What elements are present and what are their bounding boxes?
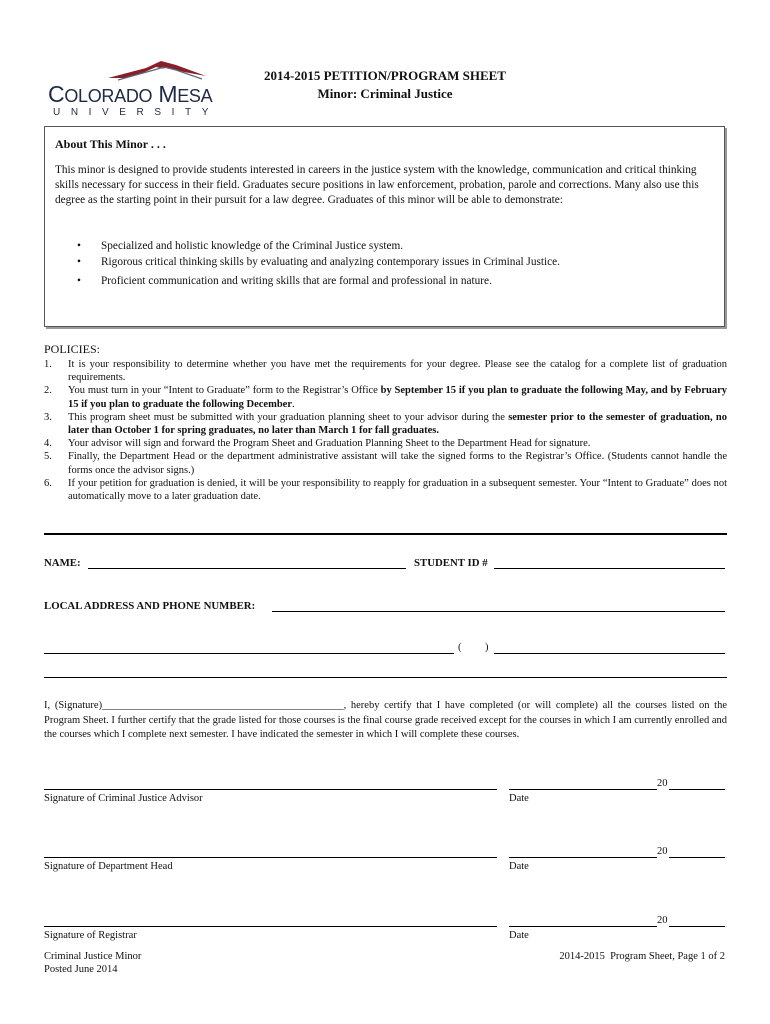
department-head-year-field[interactable]	[669, 857, 725, 858]
policy-item: 3. This program sheet must be submitted with your graduation planning sheet to your advisor during the semester prior to the semester of graduation, no later than October 1 for spring graduates, no later than March 1 for fall graduates.	[44, 411, 728, 437]
department-head-date-field[interactable]	[509, 857, 657, 858]
address-field[interactable]	[272, 611, 725, 612]
footer-page-number: 2014-2015 Program Sheet, Page 1 of 2	[559, 951, 725, 962]
department-head-signature-field[interactable]	[44, 857, 497, 858]
name-field[interactable]	[88, 568, 406, 569]
logo-wordmark: COLORADO MESA	[48, 81, 213, 107]
about-body: This minor is designed to provide students interested in careers in the justice system with the knowledge, communication and critical thinking skills necessary for success in their field. Graduates secure positions in law enforcement, probation, parole and corrections. Many also use this degree as the starting point in their pursuit for a law degree. Graduates of this minor will be able to demonstrate:	[55, 164, 699, 206]
policy-item: 4. Your advisor will sign and forward the Program Sheet and Graduation Planning Sheet to the Department Head for signature.	[44, 438, 591, 450]
certification-statement: I, (Signature)______________________________________________, hereby certify that I have completed (or will complete) all the courses listed on the Program Sheet. I further certify that the grade listed for those courses is the final course grade received except for the courses in which I am currently enrolled and the courses which I complete next semester. I have indicated the semester in which I will complete these courses.	[44, 700, 727, 740]
phone-field[interactable]	[494, 653, 725, 654]
name-label: NAME:	[44, 557, 81, 569]
date-label: Date	[509, 861, 529, 872]
year-prefix: 20	[657, 915, 668, 926]
phone-paren-open: (	[458, 642, 462, 653]
advisor-signature-field[interactable]	[44, 789, 497, 790]
advisor-year-field[interactable]	[669, 789, 725, 790]
phone-paren-close: )	[485, 642, 489, 653]
student-id-label: STUDENT ID #	[414, 557, 488, 569]
list-item: • Specialized and holistic knowledge of the Criminal Justice system.	[77, 240, 404, 252]
registrar-year-field[interactable]	[669, 926, 725, 927]
policies-title: POLICIES:	[44, 342, 101, 356]
policy-item: 5. Finally, the Department Head or the department administrative assistant will take the signed forms to the Registrar’s Office. (Students cannot handle the forms once the advisor signs.)	[44, 451, 727, 476]
policy-item: 1. It is your responsibility to determine whether you have met the requirements for your degree. Please see the catalog for a complete list of graduation requirements.	[44, 359, 727, 384]
university-logo	[48, 58, 238, 120]
department-head-signature-label: Signature of Department Head	[44, 861, 173, 872]
year-prefix: 20	[657, 846, 668, 857]
date-label: Date	[509, 930, 529, 941]
registrar-signature-field[interactable]	[44, 926, 497, 927]
student-id-field[interactable]	[494, 568, 725, 569]
advisor-date-field[interactable]	[509, 789, 657, 790]
year-prefix: 20	[657, 778, 668, 789]
list-item: • Rigorous critical thinking skills by evaluating and analyzing contemporary issues in Criminal Justice.	[77, 256, 561, 268]
address-line-2-field[interactable]	[44, 653, 454, 654]
footer-posted-date: Posted June 2014	[44, 964, 118, 975]
document-title: 2014-2015 PETITION/PROGRAM SHEET	[264, 68, 506, 83]
list-item: • Proficient communication and writing skills that are formal and professional in nature.	[77, 275, 492, 287]
footer-minor-name: Criminal Justice Minor	[44, 951, 142, 962]
policy-item: 2. You must turn in your “Intent to Graduate” form to the Registrar’s Office by September 15 if you plan to graduate the following May, and by February 15 if you plan to graduate the following December.	[44, 385, 727, 410]
date-label: Date	[509, 793, 529, 804]
advisor-signature-label: Signature of Criminal Justice Advisor	[44, 793, 203, 804]
about-minor-box	[44, 126, 725, 327]
about-title: About This Minor . . .	[55, 137, 166, 151]
document-subtitle: Minor: Criminal Justice	[317, 86, 453, 101]
policy-item: 6. If your petition for graduation is denied, it will be your responsibility to reapply for graduation in a subsequent semester. Your “Intent to Graduate” does not automatically move to a later graduation date.	[44, 477, 727, 503]
registrar-signature-label: Signature of Registrar	[44, 930, 137, 941]
registrar-date-field[interactable]	[509, 926, 657, 927]
section-divider	[44, 533, 727, 535]
logo-university: UNIVERSITY	[53, 107, 220, 118]
outcomes-list	[55, 239, 560, 290]
thin-divider	[44, 677, 727, 678]
policies-list	[44, 358, 727, 503]
mountain-logo-icon	[106, 58, 226, 82]
address-label: LOCAL ADDRESS AND PHONE NUMBER:	[44, 600, 256, 612]
